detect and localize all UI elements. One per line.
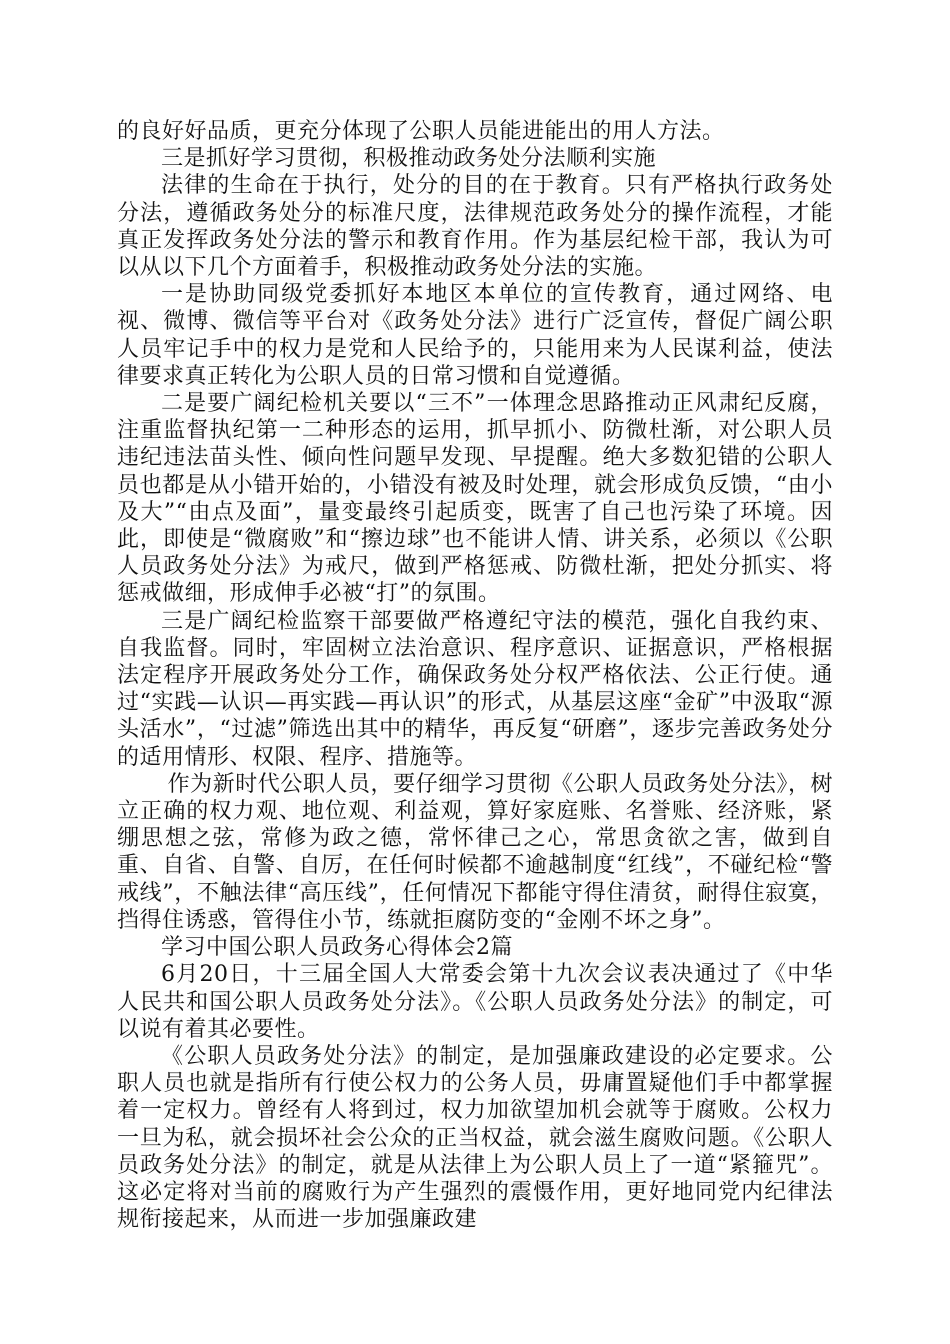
paragraph-5: 二是要广阔纪检机关要以“三不”一体理念思路推动正风肃纪反腐，注重监督执纪第一二种形态的运用，抓早抓小、防微杜渐，对公职人员违纪违法苗头性、倾向性问题早发现、早提醒。绝大多数犯错的公职人员也都是从小错开始的，小错没有被及时处理，就会形成负反馈，“由小及大”“由点及面”，量变最终引起质变，既害了自己也污染了环境。因此，即使是“微腐败”和“擦边球”也不能讲人情、讲关系，必须以《公职人员政务处分法》为戒尺，做到严格惩戒、防微杜渐，把处分抓实、将惩戒做细，形成伸手必被“打”的氛围。: [117, 391, 833, 607]
paragraph-6: 三是广阔纪检监察干部要做严格遵纪守法的模范，强化自我约束、自我监督。同时，牢固树立法治意识、程序意识、证据意识，严格根据法定程序开展政务处分工作，确保政务处分权严格依法、公正行使。通过“实践—认识—再实践—再认识”的形式，从基层这座“金矿”中汲取“源头活水”，“过滤”筛选出其中的精华，再反复“研磨”，逐步完善政务处分的适用情形、权限、程序、措施等。: [117, 608, 833, 770]
paragraph-3: 法律的生命在于执行，处分的目的在于教育。只有严格执行政务处分法，遵循政务处分的标准尺度，法律规范政务处分的操作流程，才能真正发挥政务处分法的警示和教育作用。作为基层纪检干部，我认为可以从以下几个方面着手，积极推动政务处分法的实施。: [117, 173, 833, 281]
section-heading-3: 三是抓好学习贯彻，积极推动政务处分法顺利实施: [161, 146, 657, 172]
paragraph-1: 的良好好品质，更充分体现了公职人员能进能出的用人方法。: [117, 119, 725, 144]
paragraph-7: 作为新时代公职人员，要仔细学习贯彻《公职人员政务处分法》，树立正确的权力观、地位观、利益观，算好家庭账、名誉账、经济账，紧绷思想之弦，常修为政之德，常怀律己之心，常思贪欲之害，做到自重、自省、自警、自厉，在任何时候都不逾越制度“红线”，不碰纪检“警戒线”，不触法律“高压线”，任何情况下都能守得住清贫，耐得住寂寞，挡得住诱惑，管得住小节，练就拒腐防变的“金刚不坏之身”。: [117, 771, 833, 933]
article-title: 学习中国公职人员政务心得体会2篇: [161, 935, 513, 961]
paragraph-10: 《公职人员政务处分法》的制定，是加强廉政建设的必定要求。公职人员也就是指所有行使公权力的公务人员，毋庸置疑他们手中都掌握着一定权力。曾经有人将到过，权力加欲望加机会就等于腐败。公权力一旦为私，就会损坏社会公众的正当权益，就会滋生腐败问题。《公职人员政务处分法》的制定，就是从法律上为公职人员上了一道“紧箍咒”。这必定将对当前的腐败行为产生强烈的震慑作用，更好地同党内纪律法规衔接起来，从而进一步加强廉政建: [117, 1043, 833, 1233]
document-page: [117, 118, 833, 1233]
paragraph-4: 一是协助同级党委抓好本地区本单位的宣传教育，通过网络、电视、微博、微信等平台对《政务处分法》进行广泛宣传，督促广阔公职人员牢记手中的权力是党和人民给予的，只能用来为人民谋利益，使法律要求真正转化为公职人员的日常习惯和自觉遵循。: [117, 282, 833, 389]
paragraph-9: 6月20日，十三届全国人大常委会第十九次会议表决通过了《中华人民共和国公职人员政务处分法》。《公职人员政务处分法》的制定，可以说有着其必要性。: [117, 962, 833, 1042]
